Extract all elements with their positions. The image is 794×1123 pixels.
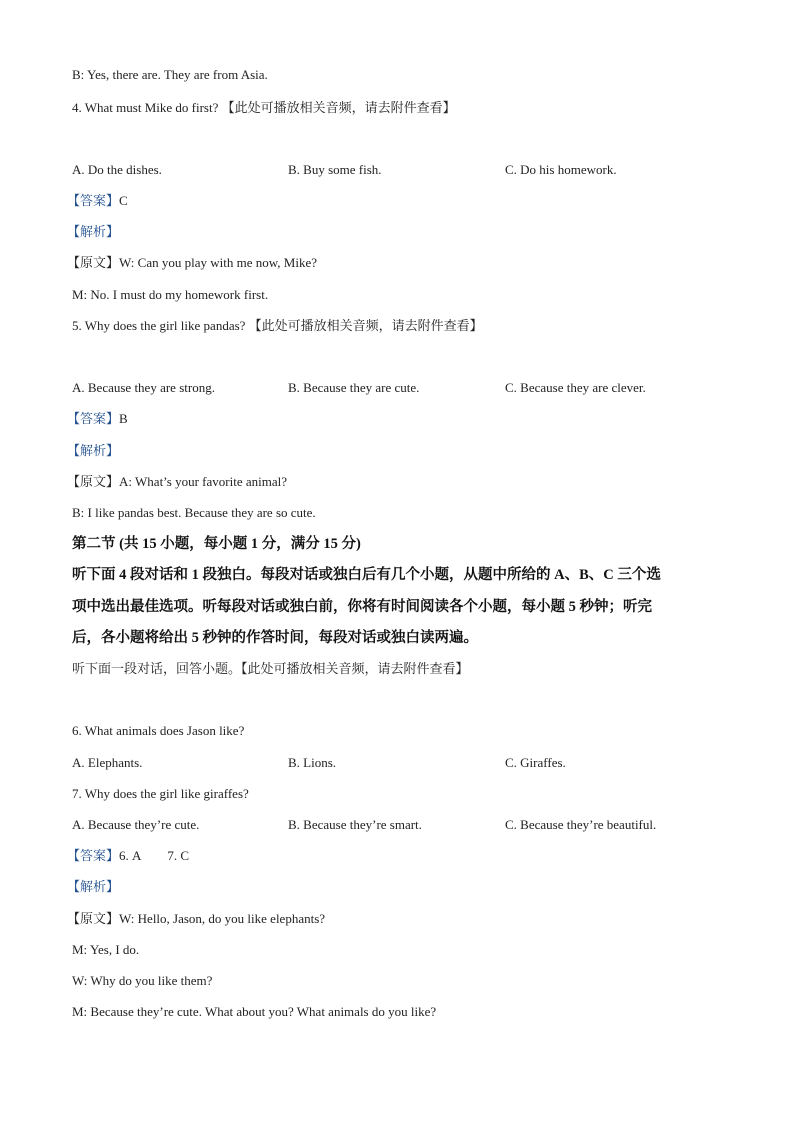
dialogue-line: M: Because they’re cute. What about you? What animals do you like? <box>72 1004 437 1019</box>
transcript-text: W: Can you play with me now, Mike? <box>119 255 317 270</box>
q7-option-c: C. Because they’re beautiful. <box>505 817 657 832</box>
transcript-tag: 【原文】 <box>67 255 120 270</box>
q4-transcript-row <box>67 255 317 271</box>
transcript-text: A: What’s your favorite animal? <box>119 474 287 489</box>
dialogue-line: W: Why do you like them? <box>72 973 213 988</box>
question-6: 6. What animals does Jason like? <box>72 723 245 738</box>
transcript-tag: 【原文】 <box>67 474 120 489</box>
dialogue-line: M: No. I must do my homework first. <box>72 287 269 302</box>
question-5: 5. Why does the girl like pandas? 【此处可播放相关音频，请去附件查看】 <box>72 318 483 333</box>
q6-option-b: B. Lions. <box>288 755 337 770</box>
question-4: 4. What must Mike do first? 【此处可播放相关音频，请去附件查看】 <box>72 100 456 115</box>
section-title: 第二节 (共 15 小题，每小题 1 分，满分 15 分) <box>72 536 361 552</box>
q6-7-analysis-tag: 【解析】 <box>67 879 120 894</box>
instruction-line: 听下面 4 段对话和 1 段独白。每段对话或独白后有几个小题，从题中所给的 A、B、C 三个选 <box>72 567 661 583</box>
q4-analysis-tag: 【解析】 <box>67 224 120 239</box>
q6-7-answer-row <box>67 848 189 864</box>
transcript-text: W: Hello, Jason, do you like elephants? <box>119 911 326 926</box>
dialogue-line: B: Yes, there are. They are from Asia. <box>72 67 268 82</box>
transcript-tag: 【原文】 <box>67 911 120 926</box>
q7-option-b: B. Because they’re smart. <box>288 817 422 832</box>
q4-option-b: B. Buy some fish. <box>288 162 382 177</box>
instruction-line: 后，各小题将给出 5 秒钟的作答时间，每段对话或独白读两遍。 <box>72 630 478 646</box>
q4-option-a: A. Do the dishes. <box>72 162 162 177</box>
answer-value: B <box>119 411 128 426</box>
q5-answer-row <box>67 411 128 427</box>
q5-analysis-tag: 【解析】 <box>67 443 120 458</box>
answer-tag: 【答案】 <box>67 848 120 863</box>
q4-answer-row <box>67 193 128 209</box>
q5-option-a: A. Because they are strong. <box>72 380 215 395</box>
question-7: 7. Why does the girl like giraffes? <box>72 786 249 801</box>
q5-option-c: C. Because they are clever. <box>505 380 646 395</box>
answer-value: 6. A <box>119 848 142 863</box>
listen-prompt: 听下面一段对话，回答小题。【此处可播放相关音频，请去附件查看】 <box>72 661 469 676</box>
answer-value: 7. C <box>167 848 190 863</box>
dialogue-line: B: I like pandas best. Because they are so cute. <box>72 505 316 520</box>
q6-option-a: A. Elephants. <box>72 755 143 770</box>
q5-transcript-row <box>67 474 287 490</box>
answer-tag: 【答案】 <box>67 193 120 208</box>
dialogue-line: M: Yes, I do. <box>72 942 140 957</box>
q4-option-c: C. Do his homework. <box>505 162 617 177</box>
q6-option-c: C. Giraffes. <box>505 755 566 770</box>
instruction-line: 项中选出最佳选项。听每段对话或独白前，你将有时间阅读各个小题，每小题 5 秒钟；听完 <box>72 599 652 615</box>
answer-value: C <box>119 193 128 208</box>
answer-tag: 【答案】 <box>67 411 120 426</box>
q6-7-transcript-row <box>67 911 325 927</box>
q5-option-b: B. Because they are cute. <box>288 380 420 395</box>
q7-option-a: A. Because they’re cute. <box>72 817 200 832</box>
